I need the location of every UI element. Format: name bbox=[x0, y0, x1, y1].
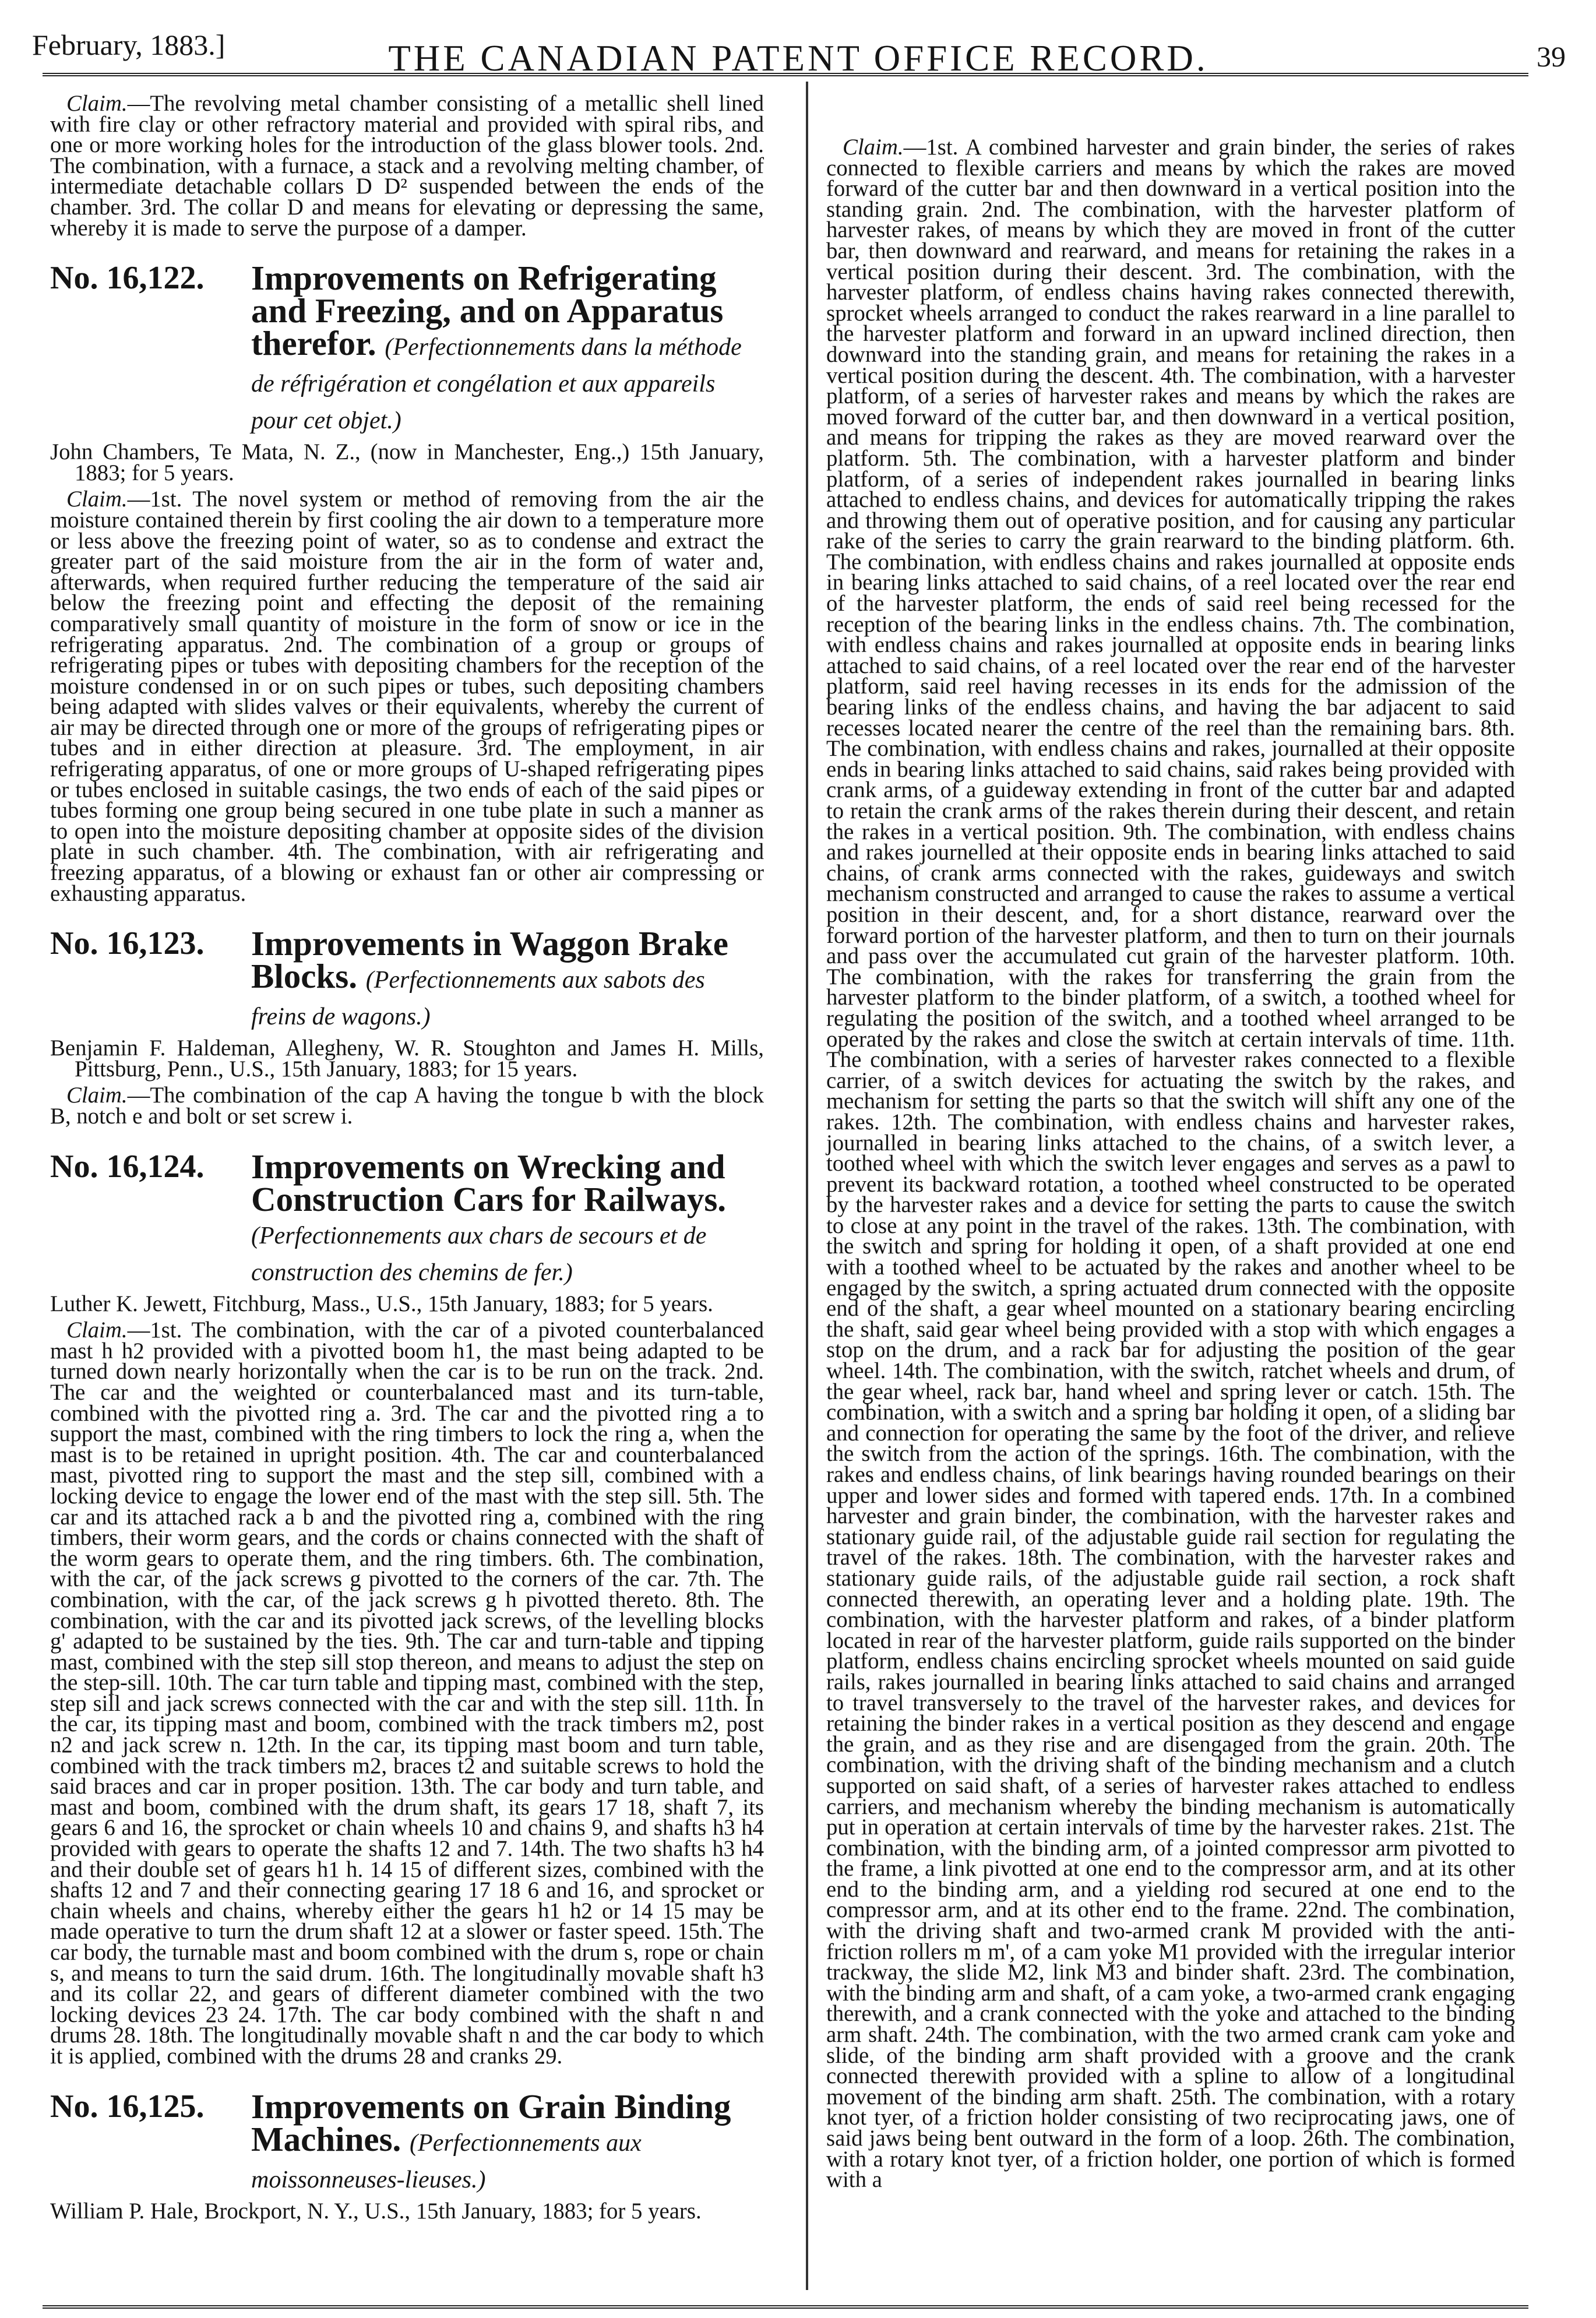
patent-entry bbox=[50, 259, 764, 906]
patent-entry bbox=[50, 2087, 764, 2224]
patent-french-title: (Perfectionnements aux sabots des freins de wagons.) bbox=[251, 967, 705, 1031]
page-number: 39 bbox=[1537, 40, 1566, 73]
patent-heading bbox=[50, 2087, 764, 2196]
patent-heading bbox=[50, 924, 764, 1033]
patent-entry bbox=[50, 1147, 764, 2069]
claim-text: —1st. The combination, with the car of a pivoted counterbalanced mast h h2 provided with a pivotted boom h1, the mast being adapted to be turned down nearly horizontally when the car is to be run on the track. 2nd. The car and the weighted or counterbalanced mast and its turn-table, combined with the pivotted ring a. 3rd. The car and the pivotted ring a to support the mast, combined with the ring timbers to lock the ring a, when the mast is to be retained in upright position. 4th. The car and counterbalanced mast, pivotted ring to support the mast and the step sill, combined with a locking device to engage the lower end of the mast with the step sill. 5th. The car and its attached rack a b and the pivotted ring a, combined with the ring timbers, their worm gears, and the cords or chains connected with the shaft of the worm gears to operate them, and the ring timbers. 6th. The combination, with the car, of the jack screws g pivotted to the corners of the car. 7th. The combination, with the car, of the jack screws g h pivotted thereto. 8th. The combination, with the car and its pivotted jack screws, of the levelling blocks g' adapted to be sustained by the ties. 9th. The car and turn-table and tipping mast, combined with the step sill stop thereon, and means to adjust the step on the step-sill. 10th. The car turn table and tipping mast, combined with the step, step sill and jack screws connected with the car and with the step sill. 11th. In the car, its tipping mast and boom, combined with the track timbers m2, post n2 and jack screw n. 12th. In the car, its tipping mast boom and turn table, combined with the track timbers m2, braces t2 and suitable screws to hold the said braces and car in proper position. 13th. The car body and turn table, and mast and boom, combined with the drum shaft, its gears 17 18, shaft 7, its gears 6 and 16, the sprocket or chain wheels 10 and chains 9, and shafts h3 h4 provided with gears to operate the shafts 12 and 7. 14th. The two shafts h3 h4 and their double set of gears h1 h. 14 15 of different sizes, combined with the shafts 12 and 7 and their connecting gearing 17 18 6 and 16, and sprocket or chain wheels and chains, whereby either the gears h1 h2 or 14 15 may be made operative to turn the drum shaft 12 at a slower or faster speed. 15th. The car body, the turnable mast and boom combined with the drum s, rope or chain s, and means to turn the said drum. 16th. The longitudinally movable shaft h3 and its collar 22, and gears of different diameter combined with the two locking devices 23 24. 17th. The car body combined with the shaft n and drums 28. 18th. The longitudinally movable shaft n and the car body to which it is applied, combined with the drums 28 and cranks 29. bbox=[50, 1317, 764, 2069]
claim-label: Claim. bbox=[66, 487, 128, 512]
left-column bbox=[50, 93, 764, 2228]
claim-label: Claim. bbox=[66, 1083, 128, 1108]
claim-label: Claim. bbox=[66, 1317, 128, 1343]
patent-entry bbox=[50, 924, 764, 1129]
patent-claim bbox=[50, 1317, 764, 2069]
patent-inventor: William P. Hale, Brockport, N. Y., U.S., 15th January, 1883; for 5 years. bbox=[50, 2198, 702, 2224]
journal-title: THE CANADIAN PATENT OFFICE RECORD. bbox=[388, 38, 1209, 79]
claim-text: —1st. The novel system or method of removing from the air the moisture contained therein by first cooling the air down to a temperature more or less above the freezing point of water, so as to condense and extract the greater part of the said moisture from the air in the form of water and, afterwards, when required further reducing the temperature of the said air below the freezing point and effecting the deposit of the remaining comparatively small quantity of moisture in the form of snow or ice in the refrigerating apparatus. 2nd. The combination of a group or groups of refrigerating pipes or tubes with depositing chambers for the reception of the moisture condensed in or on such pipes or tubes, such depositing chambers being adapted with slides valves or their equivalents, whereby the current of air may be directed through one or more of the groups of refrigerating pipes or tubes and in either direction at pleasure. 3rd. The employment, in air refrigerating apparatus, of one or more groups of U-shaped refrigerating pipes or tubes enclosed in suitable casings, the two ends of each of the said pipes or tubes forming one group being secured in one tube plate in such a manner as to open into the moisture depositing chamber at opposite sides of the division plate in such chamber. 4th. The combination, with air refrigerating and freezing apparatus, of a blowing or exhaust fan or other air compressing or exhausting apparatus. bbox=[50, 487, 764, 906]
patent-title: Improvements on Wrecking and Construction Cars for Railways. bbox=[251, 1147, 727, 1218]
patent-french-title: (Perfectionnements dans la méthode de réfrigération et congélation et aux appareils pour cet objet.) bbox=[251, 334, 742, 435]
right-column bbox=[826, 137, 1515, 2202]
patent-heading bbox=[50, 1147, 764, 1289]
patent-heading bbox=[50, 259, 764, 437]
header-date: February, 1883.] bbox=[32, 29, 226, 61]
patent-french-title: (Perfectionnements aux chars de secours et de construction des chemins de fer.) bbox=[251, 1222, 707, 1286]
patent-inventor: Luther K. Jewett, Fitchburg, Mass., U.S., 15th January, 1883; for 5 years. bbox=[50, 1291, 713, 1316]
claim-label: Claim. bbox=[843, 135, 904, 160]
claim-text: —The revolving metal chamber consisting of a metallic shell lined with fire clay or other refractory material and provided with spiral ribs, and one or more working holes for the introduction of the glass blower tools. 2nd. The combination, with a furnace, a stack and a revolving melting chamber, of intermediate detachable collars D D² suspended between the ends of the chamber. 3rd. The collar D and means for elevating or depressing the same, whereby it is made to serve the purpose of a damper. bbox=[50, 91, 764, 241]
column-divider bbox=[806, 82, 808, 2290]
patent-inventor: Benjamin F. Haldeman, Allegheny, W. R. Stoughton and James H. Mills, Pittsburg, Penn., U.S., 15th January, 1883; for 15 years. bbox=[50, 1035, 764, 1082]
intro-claim bbox=[50, 91, 764, 241]
patent-claim bbox=[50, 489, 764, 904]
page-header bbox=[20, 10, 1576, 79]
claim-label: Claim. bbox=[66, 91, 128, 116]
patent-title: Improvements on Refrigerating and Freezing, and on Apparatus therefor. bbox=[251, 259, 724, 363]
patent-french-title: (Perfectionnements aux moissonneuses-lieuses.) bbox=[251, 2129, 642, 2193]
patent-number: No. 16,125. bbox=[50, 2088, 205, 2125]
patent-title: Improvements on Grain Binding Machines. bbox=[251, 2087, 731, 2158]
patent-claim bbox=[50, 1083, 764, 1129]
patent-number: No. 16,122. bbox=[50, 260, 205, 297]
patent-claim-continued bbox=[826, 135, 1515, 2193]
patent-inventor: John Chambers, Te Mata, N. Z., (now in Manchester, Eng.,) 15th January, 1883; for 5 years. bbox=[50, 439, 764, 485]
patent-title: Improvements in Waggon Brake Blocks. bbox=[251, 924, 728, 996]
claim-text: —1st. A combined harvester and grain binder, the series of rakes connected to flexible carriers and means by which the rakes are moved forward of the cutter bar and then downward in a vertical position into the standing grain. 2nd. The combination, with the harvester platform of harvester rakes, of means by which they are moved in front of the cutter bar, then downward and rearward, and means for retaining the rakes in a vertical position during their descent. 3rd. The combination, with the harvester platform, of endless chains having rakes connected therewith, sprocket wheels arranged to conduct the rakes rearward in a line parallel to the harvester platform and forward in an upward inclined direction, then downward into the standing grain, and means for retaining the rakes in a vertical position during the descent. 4th. The combination, with a harvester platform, of a series of harvester rakes and means by which the rakes are moved forward of the cutter bar, and then downward in a vertical position, and means for tripping the rakes as they are moved rearward over the platform. 5th. The combination, with a harvester platform and binder platform, of a series of independent rakes journalled in bearing links attached to endless chains, and devices for automatically tripping the rakes and throwing them out of operative position, and for causing any particular rake of the series to carry the grain rearward to the binding platform. 6th. The combination, with endless chains and rakes journalled at opposite ends in bearing links attached to said chains, of a reel located over the rear end of the harvester platform, the ends of said reel being recessed for the reception of the bearing links in the endless chains. 7th. The combination, with endless chains and rakes journalled at opposite ends in bearing links attached to said chains, of a reel located over the rear end of the harvester platform, said reel having recesses in its ends for the admission of the bearing links of the endless chains, and having the bar adjacent to said recesses located nearer the centre of the reel than the remaining bars. 8th. The combination, with endless chains and rakes, journalled at their opposite ends in bearing links attached to said chains, said rakes being provided with crank arms, of a guideway extending in front of the cutter bar and adapted to retain the crank arms of the rakes therein during their descent, and retain the rakes in a vertical position. 9th. The combination, with endless chains and rakes journelled at their opposite ends in bearing links attached to said chains, of crank arms connected with the rakes, guideways and switch mechanism constructed and arranged to cause the rakes to assume a vertical position in their descent, and, for a short distance, rearward over the forward portion of the harvester platform, and then to turn on their journals and pass over the accumulated cut grain of the harvester platform. 10th. The combination, with the rakes for transferring the grain from the harvester platform to the binder platform, of a switch, a toothed wheel for regulating the position of the switch, and a toothed wheel arranged to be operated by the rakes and close the switch at certain intervals of time. 11th. The combination, with a series of harvester rakes connected to a flexible carrier, of a switch devices for actuating the switch by the rakes, and mechanism for setting the parts so that the switch will shift any one of the rakes. 12th. The combination, with endless chains and harvester rakes, journalled in bearing links attached to the chains, of a switch lever, a toothed wheel with which the switch lever engages and serves as a pawl to prevent its backward rotation, a toothed wheel constructed to be operated by the harvester rakes and a device for setting the parts to cause the switch to close at any point in the travel of the rakes. 13th. The combination, with the switch and spring for holding it open, of a shaft provided at one end with a toothed wheel to be actuated by the rakes and another wheel to be engaged by the switch, a spring actuated drum connected with the opposite end of the shaft, a gear wheel mounted on a stationary bearing encircling the shaft, said gear wheel being provided with a stop with which engages a stop on the drum, and a rack bar for adjusting the position of the gear wheel. 14th. The combination, with the switch, ratchet wheels and drum, of the gear wheel, rack bar, hand wheel and spring lever or catch. 15th. The combination, with a switch and a spring bar holding it open, of a sliding bar and connection for operating the same by the foot of the driver, and relieve the switch from the action of the springs. 16th. The combination, with the rakes and endless chains, of link bearings having rounded bearings on their upper and lower sides and formed with tapered ends. 17th. In a combined harvester and grain binder, the combination, with the harvester rakes and stationary guide rail, of the adjustable guide rail section for regulating the travel of the rakes. 18th. The combination, with the harvester rakes and stationary guide rails, of the adjustable guide rail section, a rock shaft connected therewith, an operating lever and a holding plate. 19th. The combination, with the harvester platform and rakes, of a binder platform located in rear of the harvester platform, guide rails supported on the binder platform, endless chains encircling sprocket wheels mounted on said guide rails, rakes journalled in bearing links attached to said chains and arranged to travel transversely to the travel of the harvester rakes, and devices for retaining the binder rakes in a vertical position as they descend and engage the grain, and as they rise and are disengaged from the grain. 20th. The combination, with the driving shaft of the binding mechanism and a clutch supported on said shaft, of a series of harvester rakes attached to endless carriers, and mechanism whereby the binding mechanism is automatically put in operation at certain intervals of time by the harvester rakes. 21st. The combination, with the binding arm, of a jointed compressor arm pivotted to the frame, a link pivotted at one end to the compressor arm, and at its other end to the binding arm, and a yielding rod secured at one end to the compressor arm, and at its other end to the frame. 22nd. The combination, with the driving shaft and two-armed crank M provided with the anti-friction rollers m m', of a cam yoke M1 provided with the irregular interior trackway, the slide M2, link M3 and binder shaft. 23rd. The combination, with the binding arm and shaft, of a cam yoke, a two-armed crank engaging therewith, and a crank connected with the yoke and attached to the binding arm shaft. 24th. The combination, with the two armed crank cam yoke and slide, of the binding arm shaft provided with a groove and the crank connected therewith provided with a spline to allow of a longitudinal movement of the binding arm shaft. 25th. The combination, with a rotary knot tyer, of a friction holder consisting of two reciprocating jaws, one of said jaws being bent outward in the form of a loop. 26th. The combination, with a rotary knot tyer, of a friction holder, one portion of which is formed with a bbox=[826, 135, 1515, 2193]
patent-number: No. 16,123. bbox=[50, 925, 205, 962]
patent-number: No. 16,124. bbox=[50, 1148, 205, 1185]
claim-text: —The combination of the cap A having the tongue b with the block B, notch e and bolt or set screw i. bbox=[50, 1083, 764, 1129]
